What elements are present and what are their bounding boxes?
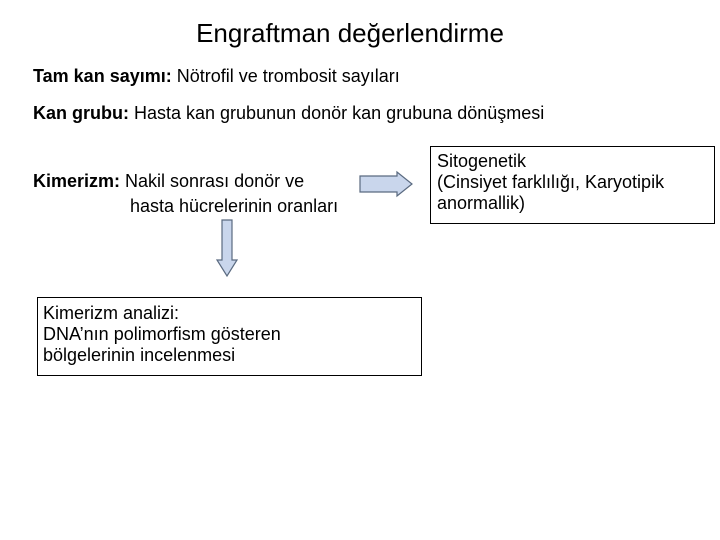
- kimerizm-text-line1: Nakil sonrası donör ve: [120, 171, 305, 191]
- kan-grubu-label: Kan grubu:: [33, 103, 129, 123]
- sitogenetik-line-2: (Cinsiyet farklılığı, Karyotipik: [437, 172, 665, 192]
- down-arrow: [217, 220, 237, 276]
- sitogenetik-box: [430, 146, 715, 224]
- page-title: Engraftman değerlendirme: [196, 18, 504, 48]
- kimerizm-text-line2: hasta hücrelerinin oranları: [130, 196, 339, 216]
- right-arrow: [360, 172, 412, 196]
- kimerizm-item: [33, 169, 338, 219]
- tam-kan-item: [33, 65, 400, 87]
- kimerizm-analizi-line-1: Kimerizm analizi:: [43, 303, 180, 323]
- tam-kan-label: Tam kan sayımı:: [33, 66, 172, 86]
- sitogenetik-line-3: anormallik): [437, 193, 526, 213]
- kimerizm-analizi-line-3: bölgelerinin incelenmesi: [43, 345, 236, 365]
- kimerizm-label: Kimerizm:: [33, 171, 121, 191]
- kan-grubu-text: Hasta kan grubunun donör kan grubuna dönüşmesi: [129, 103, 545, 123]
- kan-grubu-item: [33, 102, 544, 124]
- tam-kan-text: Nötrofil ve trombosit sayıları: [171, 66, 400, 86]
- kimerizm-analizi-line-2: DNA’nın polimorfism gösteren: [43, 324, 281, 344]
- sitogenetik-line-1: Sitogenetik: [437, 151, 527, 171]
- kimerizm-analizi-box: [37, 297, 422, 376]
